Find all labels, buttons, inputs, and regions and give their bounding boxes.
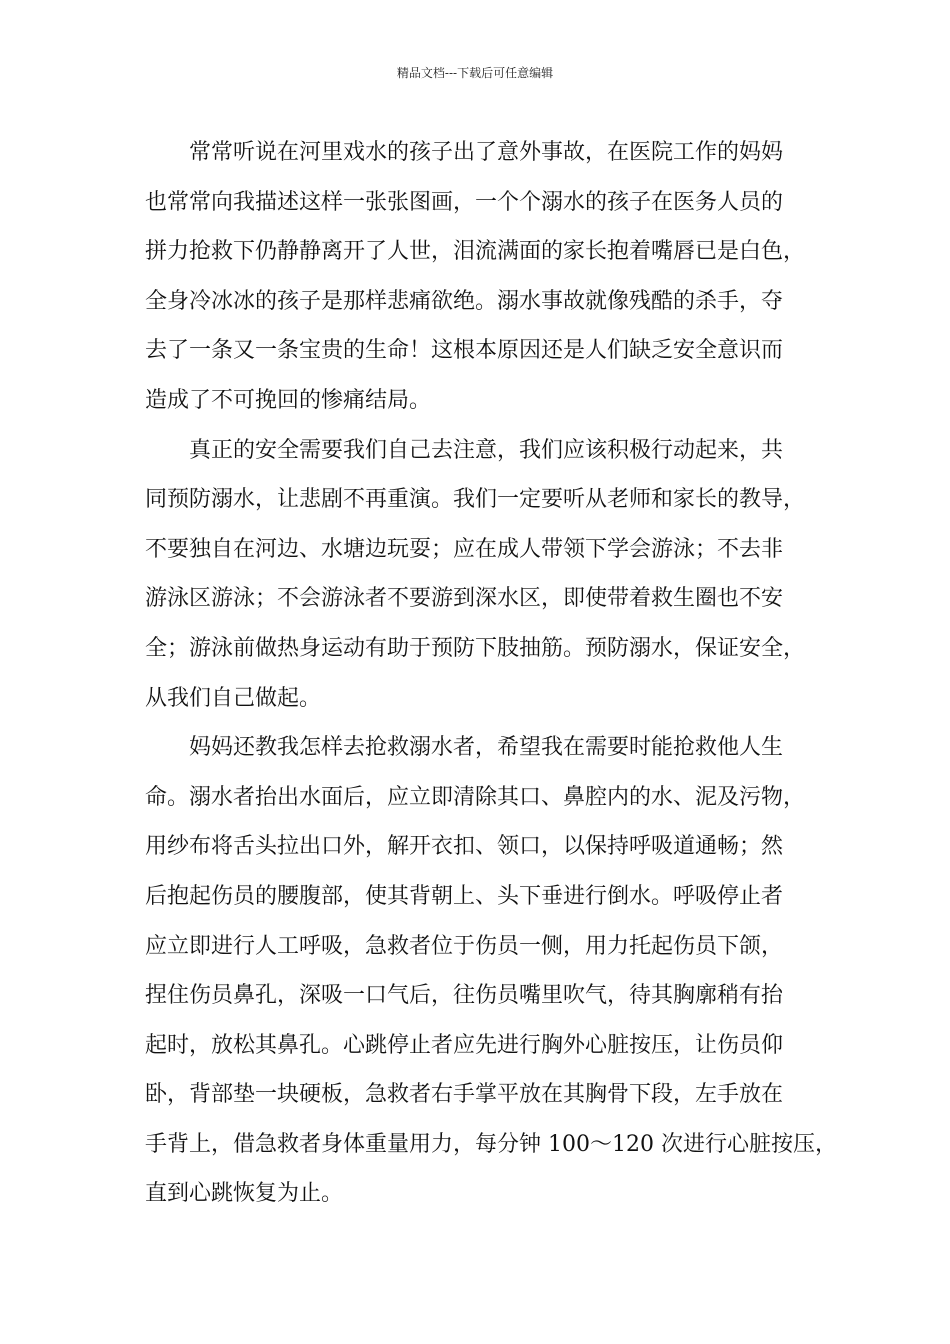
text-line: 真正的安全需要我们自己去注意，我们应该积极行动起来，共 bbox=[189, 437, 784, 463]
text-line: 直到心跳恢复为止。 bbox=[145, 1181, 344, 1207]
paragraph-drowning-accidents bbox=[145, 128, 813, 426]
paragraph-prevention bbox=[145, 426, 813, 724]
text-line: 造成了不可挽回的惨痛结局。 bbox=[145, 387, 432, 413]
text-line: 从我们自己做起。 bbox=[145, 685, 322, 711]
text-line: 卧，背部垫一块硬板，急救者右手掌平放在其胸骨下段，左手放在 bbox=[145, 1082, 784, 1108]
text-line: 不要独自在河边、水塘边玩耍；应在成人带领下学会游泳；不去非 bbox=[145, 536, 784, 562]
text-line: 全；游泳前做热身运动有助于预防下肢抽筋。预防溺水，保证安全， bbox=[145, 635, 806, 661]
text-line: 同预防溺水，让悲剧不再重演。我们一定要听从老师和家长的教导， bbox=[145, 487, 806, 513]
page-header: 精品文档---下载后可任意编辑 bbox=[396, 66, 554, 80]
paragraph-rescue-method bbox=[145, 723, 837, 1219]
text-line: 常常听说在河里戏水的孩子出了意外事故，在医院工作的妈妈 bbox=[189, 140, 784, 165]
text-line: 手背上，借急救者身体重量用力，每分钟 100～120 次进行心脏按压， bbox=[145, 1131, 837, 1157]
text-line: 全身冷冰冰的孩子是那样悲痛欲绝。溺水事故就像残酷的杀手，夺 bbox=[145, 288, 784, 314]
text-line: 游泳区游泳；不会游泳者不要游到深水区，即使带着救生圈也不安 bbox=[145, 586, 784, 612]
text-line: 应立即进行人工呼吸，急救者位于伤员一侧，用力托起伤员下颌， bbox=[145, 933, 784, 959]
text-line: 后抱起伤员的腰腹部，使其背朝上、头下垂进行倒水。呼吸停止者 bbox=[145, 883, 784, 909]
text-line: 用纱布将舌头拉出口外，解开衣扣、领口，以保持呼吸道通畅；然 bbox=[145, 834, 784, 860]
text-line: 也常常向我描述这样一张张图画，一个个溺水的孩子在医务人员的 bbox=[145, 189, 784, 215]
text-line: 去了一条又一条宝贵的生命！这根本原因还是人们缺乏安全意识而 bbox=[145, 338, 784, 364]
text-line: 起时，放松其鼻孔。心跳停止者应先进行胸外心脏按压，让伤员仰 bbox=[145, 1032, 784, 1058]
text-line: 捏住伤员鼻孔，深吸一口气后，往伤员嘴里吹气，待其胸廓稍有抬 bbox=[145, 983, 784, 1009]
text-line: 拼力抢救下仍静静离开了人世，泪流满面的家长抱着嘴唇已是白色， bbox=[145, 239, 806, 265]
text-line: 妈妈还教我怎样去抢救溺水者，希望我在需要时能抢救他人生 bbox=[189, 735, 784, 761]
document-body bbox=[145, 128, 837, 1219]
text-line: 命。溺水者抬出水面后，应立即清除其口、鼻腔内的水、泥及污物， bbox=[145, 784, 806, 810]
